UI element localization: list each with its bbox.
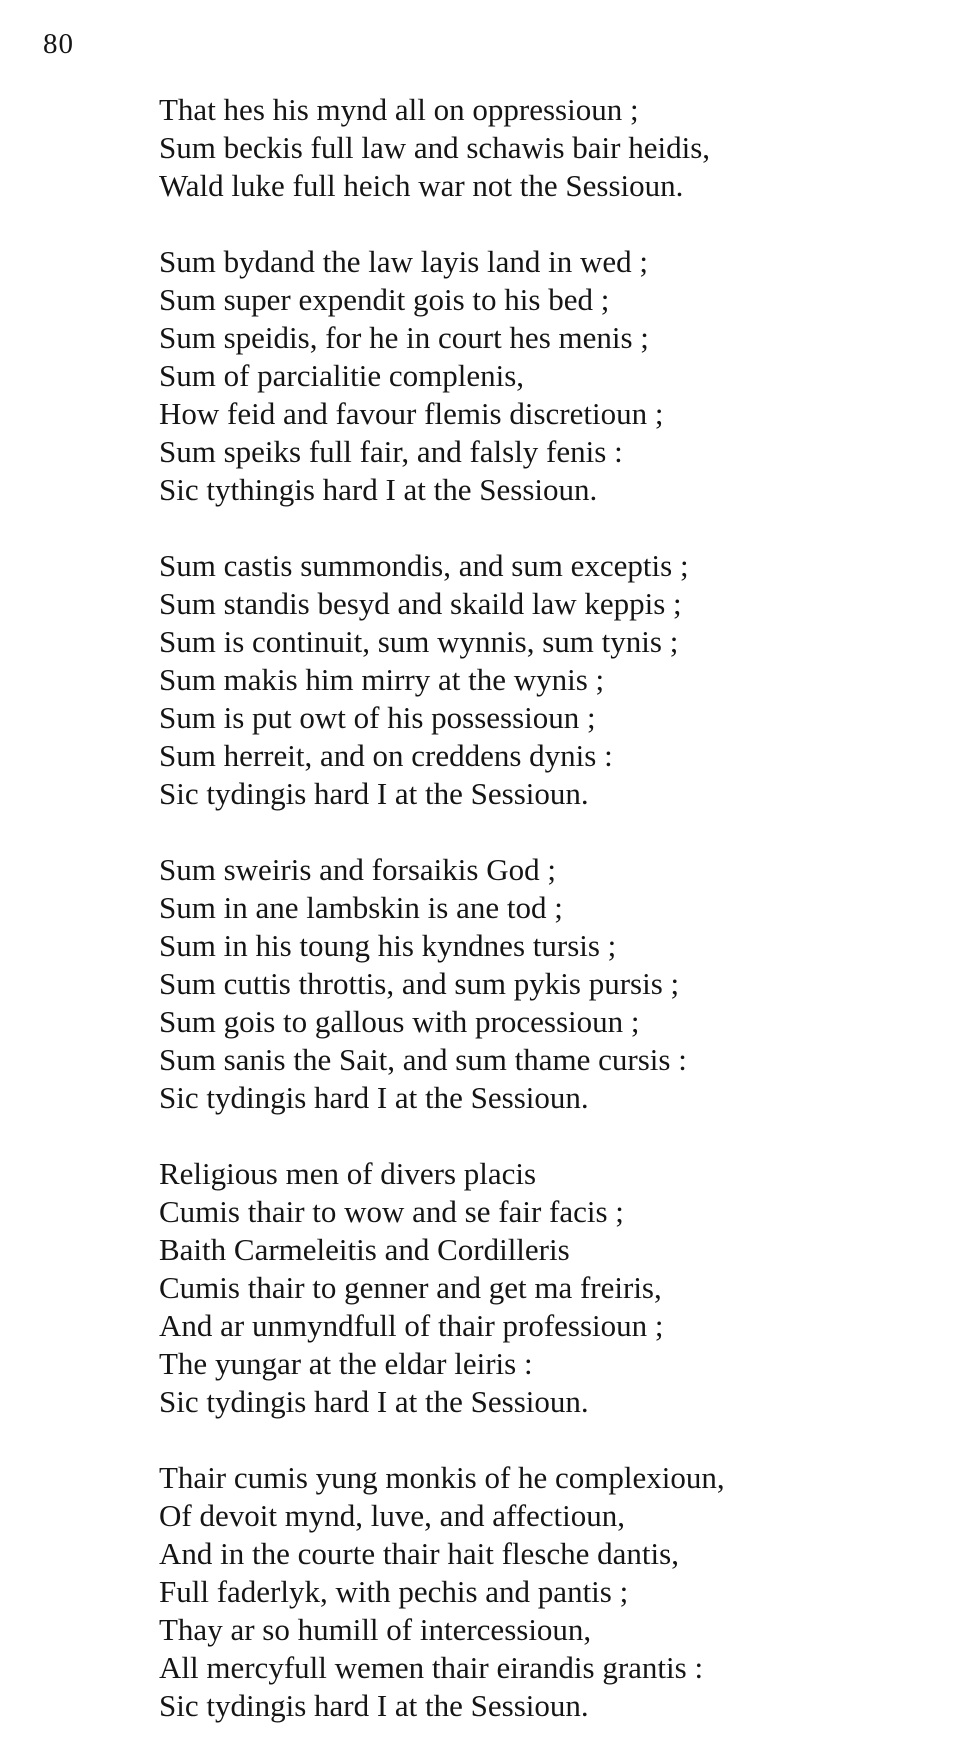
verse-line: Sic tydingis hard I at the Sessioun. bbox=[159, 1384, 589, 1419]
verse-line: Of devoit mynd, luve, and affectioun, bbox=[159, 1498, 626, 1533]
verse-line: That hes his mynd all on oppressioun ; bbox=[159, 92, 639, 127]
verse-line: Sum standis besyd and skaild law keppis ; bbox=[159, 586, 682, 621]
stanza bbox=[159, 91, 939, 205]
page-number: 80 bbox=[43, 28, 74, 60]
verse-line: Sum in ane lambskin is ane tod ; bbox=[159, 890, 563, 925]
verse-line: Cumis thair to genner and get ma freiris, bbox=[159, 1270, 662, 1305]
verse-line: Sic tydingis hard I at the Sessioun. bbox=[159, 776, 589, 811]
verse-line: Sum in his toung his kyndnes tursis ; bbox=[159, 928, 617, 963]
verse-line: Sic tydingis hard I at the Sessioun. bbox=[159, 1688, 589, 1723]
verse-line: And in the courte thair hait flesche dantis, bbox=[159, 1536, 679, 1571]
verse-line: Baith Carmeleitis and Cordilleris bbox=[159, 1232, 570, 1267]
verse-line: Sum castis summondis, and sum exceptis ; bbox=[159, 548, 689, 583]
verse-line: Sum makis him mirry at the wynis ; bbox=[159, 662, 605, 697]
verse-line: Religious men of divers placis bbox=[159, 1156, 537, 1191]
verse-line: And ar unmyndfull of thair professioun ; bbox=[159, 1308, 664, 1343]
stanza bbox=[159, 1459, 939, 1725]
stanza bbox=[159, 547, 939, 813]
verse-line: Sum of parcialitie complenis, bbox=[159, 358, 525, 393]
stanza bbox=[159, 1155, 939, 1421]
verse-line: Sic tythingis hard I at the Sessioun. bbox=[159, 472, 598, 507]
verse-line: Sum bydand the law layis land in wed ; bbox=[159, 244, 649, 279]
verse-line: Sum cuttis throttis, and sum pykis pursis ; bbox=[159, 966, 680, 1001]
verse-line: Thair cumis yung monkis of he complexioun, bbox=[159, 1460, 725, 1495]
verse-line: Sum sanis the Sait, and sum thame cursis : bbox=[159, 1042, 687, 1077]
verse-line: All mercyfull wemen thair eirandis grantis : bbox=[159, 1650, 704, 1685]
verse-line: Cumis thair to wow and se fair facis ; bbox=[159, 1194, 624, 1229]
verse-line: Sum herreit, and on creddens dynis : bbox=[159, 738, 613, 773]
verse-line: Sum sweiris and forsaikis God ; bbox=[159, 852, 556, 887]
stanza bbox=[159, 851, 939, 1117]
verse-line: Sum is put owt of his possessioun ; bbox=[159, 700, 596, 735]
verse-line: How feid and favour flemis discretioun ; bbox=[159, 396, 664, 431]
verse-line: Thay ar so humill of intercessioun, bbox=[159, 1612, 592, 1647]
verse-line: Sum gois to gallous with processioun ; bbox=[159, 1004, 640, 1039]
verse-line: Sic tydingis hard I at the Sessioun. bbox=[159, 1080, 589, 1115]
verse-line: Full faderlyk, with pechis and pantis ; bbox=[159, 1574, 629, 1609]
verse-line: Sum is continuit, sum wynnis, sum tynis ; bbox=[159, 624, 679, 659]
verse-line: Sum super expendit gois to his bed ; bbox=[159, 282, 610, 317]
poem-text bbox=[159, 91, 939, 1763]
verse-line: Sum beckis full law and schawis bair heidis, bbox=[159, 130, 711, 165]
verse-line: Sum speiks full fair, and falsly fenis : bbox=[159, 434, 623, 469]
stanza bbox=[159, 243, 939, 509]
verse-line: Wald luke full heich war not the Sessioun. bbox=[159, 168, 684, 203]
verse-line: Sum speidis, for he in court hes menis ; bbox=[159, 320, 649, 355]
verse-line: The yungar at the eldar leiris : bbox=[159, 1346, 533, 1381]
